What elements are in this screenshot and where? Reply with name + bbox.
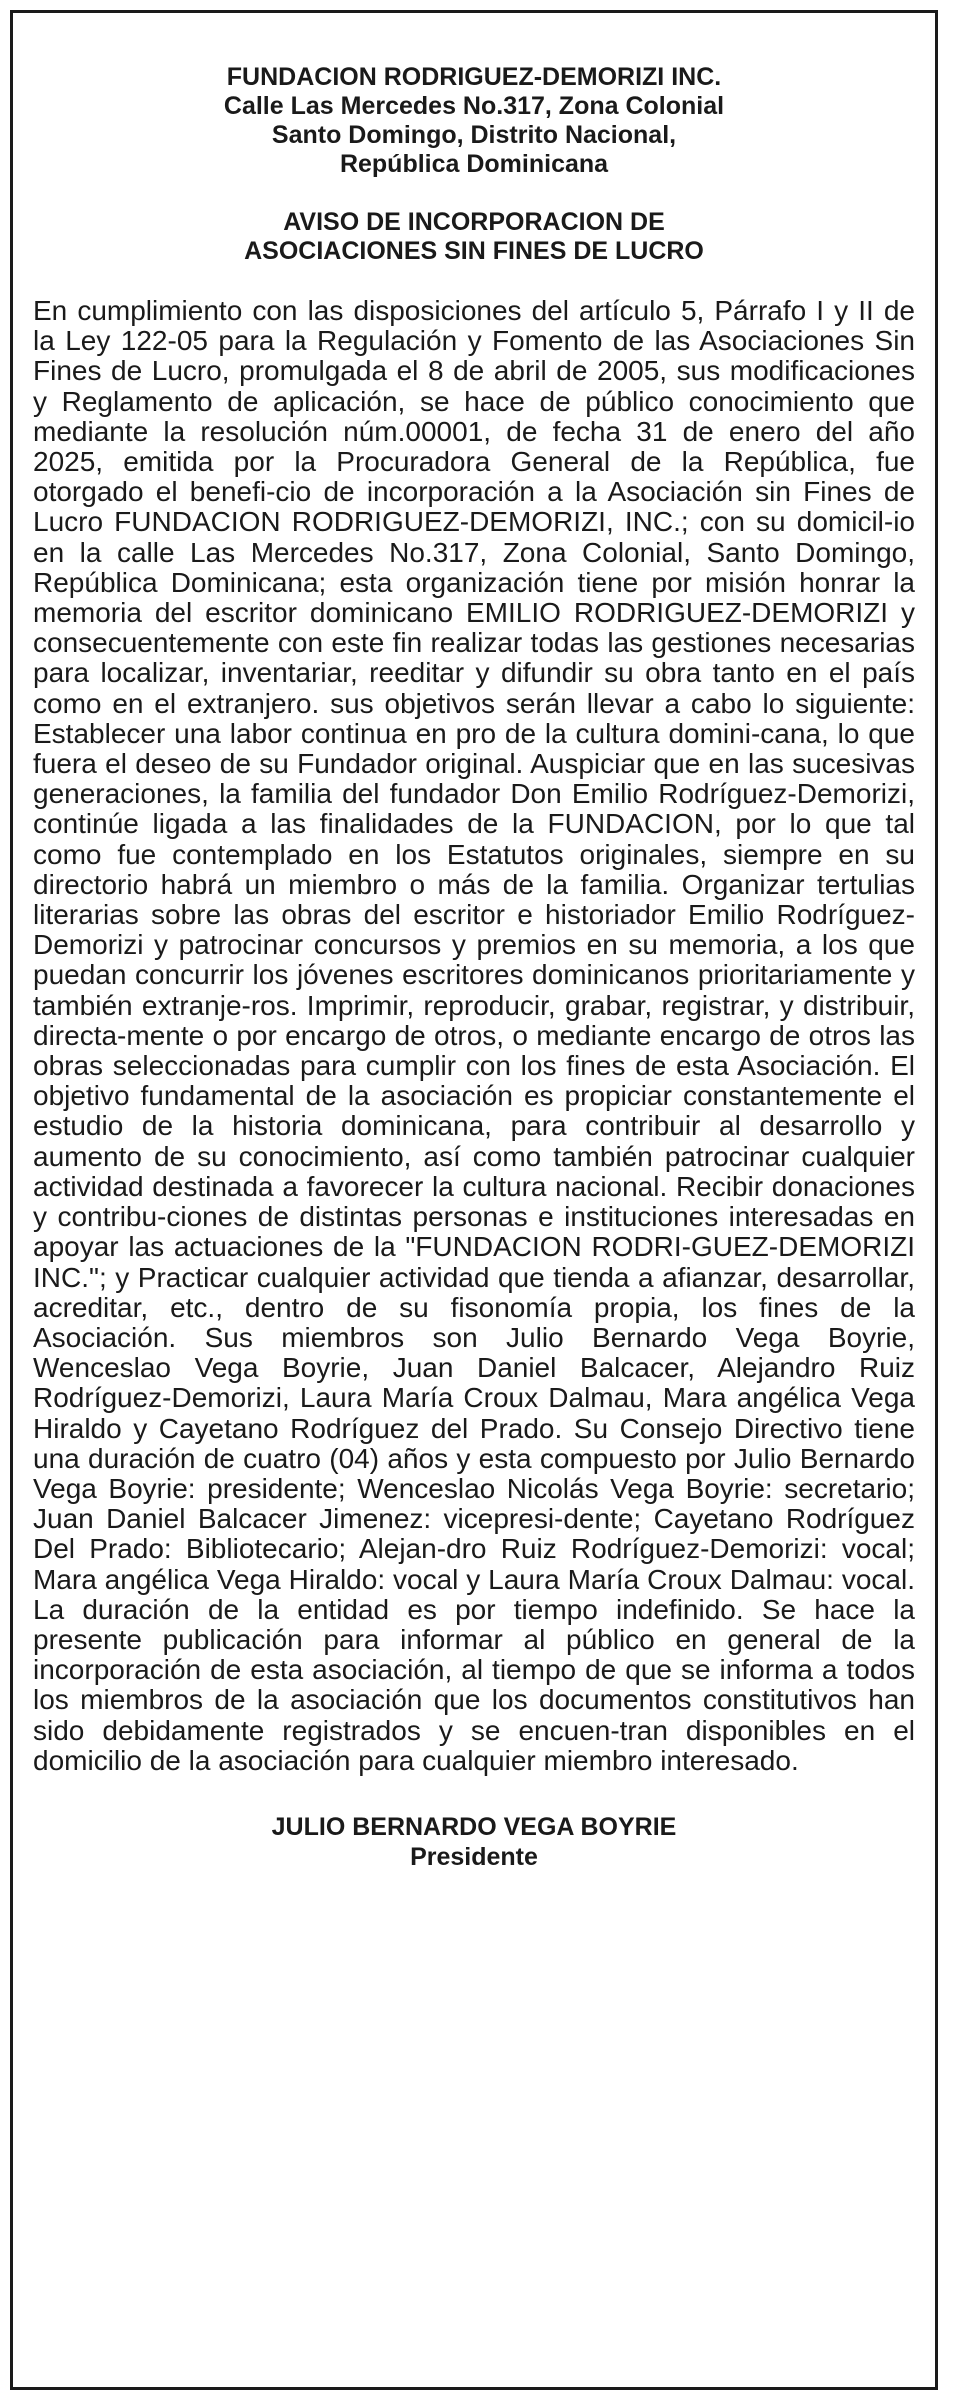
- notice-title: [33, 208, 915, 266]
- org-address-line1: Calle Las Mercedes No.317, Zona Colonial: [223, 92, 725, 120]
- signature-role: Presidente: [410, 1842, 538, 1871]
- org-address-line3: República Dominicana: [339, 150, 609, 178]
- notice-frame: [10, 10, 938, 2390]
- signature-name: JULIO BERNARDO VEGA BOYRIE: [271, 1812, 677, 1841]
- notice-title-line2: ASOCIACIONES SIN FINES DE LUCRO: [244, 237, 704, 265]
- notice-body: En cumplimiento con las disposiciones del artículo 5, Párrafo I y II de la Ley 122-05 para la Regulación y Fomento de las Asociaciones Sin Fines de Lucro, promulgada el 8 de abril de 2005, sus modificaciones y Reglamento de aplicación, se hace de público conocimiento que mediante la resolución núm.00001, de fecha 31 de enero del año 2025, emitida por la Procuradora General de la República, fue otorgado el benefi-cio de incorporación a la Asociación sin Fines de Lucro FUNDACION RODRIGUEZ-DEMORIZI, INC.; con su domicil-io en la calle Las Mercedes No.317, Zona Colonial, Santo Domingo, República Dominicana; esta organización tiene por misión honrar la memoria del escritor dominicano EMILIO RODRIGUEZ-DEMORIZI y consecuentemente con este fin realizar todas las gestiones necesarias para localizar, inventariar, reeditar y difundir su obra tanto en el país como en el extranjero. sus objetivos serán llevar a cabo lo siguiente: Establecer una labor continua en pro de la cultura domini-cana, lo que fuera el deseo de su Fundador original. Auspiciar que en las sucesivas generaciones, la familia del fundador Don Emilio Rodríguez-Demorizi, continúe ligada a las finalidades de la FUNDACION, por lo que tal como fue contemplado en los Estatutos originales, siempre en su directorio habrá un miembro o más de la familia. Organizar tertulias literarias sobre las obras del escritor e historiador Emilio Rodríguez-Demorizi y patrocinar concursos y premios en su memoria, a los que puedan concurrir los jóvenes escritores dominicanos prioritariamente y también extranje-ros. Imprimir, reproducir, grabar, registrar, y distribuir, directa-mente o por encargo de otros, o mediante encargo de otros las obras seleccionadas para cumplir con los fines de esta Asociación. El objetivo fundamental de la asociación es propiciar constantemente el estudio de la historia dominicana, para contribuir al desarrollo y aumento de su conocimiento, así como también patrocinar cualquier actividad destinada a favorecer la cultura nacional. Recibir donaciones y contribu-ciones de distintas personas e instituciones interesadas en apoyar las actuaciones de la "FUNDACION RODRI-GUEZ-DEMORIZI INC."; y Practicar cualquier actividad que tienda a afianzar, desarrollar, acreditar, etc., dentro de su fisonomía propia, los fines de la Asociación. Sus miembros son Julio Bernardo Vega Boyrie, Wenceslao Vega Boyrie, Juan Daniel Balcacer, Alejandro Ruiz Rodríguez-Demorizi, Laura María Croux Dalmau, Mara angélica Vega Hiraldo y Cayetano Rodríguez del Prado. Su Consejo Directivo tiene una duración de cuatro (04) años y esta compuesto por Julio Bernardo Vega Boyrie: presidente; Wenceslao Nicolás Vega Boyrie: secretario; Juan Daniel Balcacer Jimenez: vicepresi-dente; Cayetano Rodríguez Del Prado: Bibliotecario; Alejan-dro Ruiz Rodríguez-Demorizi: vocal; Mara angélica Vega Hiraldo: vocal y Laura María Croux Dalmau: vocal. La duración de la entidad es por tiempo indefinido. Se hace la presente publicación para informar al público en general de la incorporación de esta asociación, al tiempo de que se informa a todos los miembros de la asociación que los documentos constitutivos han sido debidamente registrados y se encuen-tran disponibles en el domicilio de la asociación para cualquier miembro interesado.: [33, 295, 915, 1776]
- notice-content: [33, 63, 915, 1872]
- signature-block: [33, 1812, 915, 1872]
- org-header: [33, 63, 915, 179]
- org-name: FUNDACION RODRIGUEZ-DEMORIZI INC.: [226, 63, 722, 91]
- org-address-line2: Santo Domingo, Distrito Nacional,: [271, 121, 677, 149]
- notice-title-line1: AVISO DE INCORPORACION DE: [283, 208, 665, 236]
